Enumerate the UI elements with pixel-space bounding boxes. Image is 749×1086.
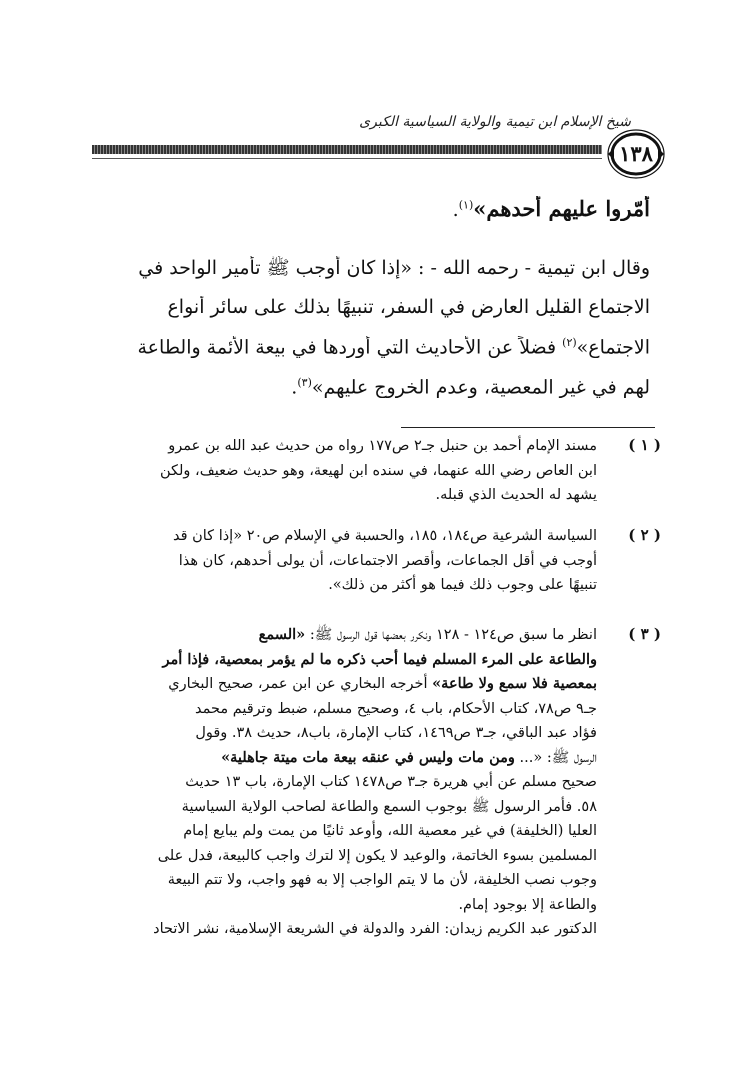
body-line-1-end: .: [452, 199, 459, 221]
footnote-2-number: ( ٢ ): [628, 526, 661, 544]
header-rule-thin: [92, 158, 602, 159]
footnote-3-line: ٥٨. فأمر الرسول ﷺ بوجوب السمع والطاعة لصاحب الولاية السياسية: [181, 798, 597, 815]
header-rule: [92, 145, 602, 154]
footnote-3-line: فؤاد عبد الباقي، جـ٣ ص١٤٦٩، كتاب الإمارة، باب٨، حديث ٣٨. وقول: [195, 725, 597, 741]
footnote-3-line-3a: بمعصية فلا سمع ولا طاعة»: [432, 675, 597, 692]
footnote-3-line-3b: أخرجه البخاري عن ابن عمر، صحيح البخاري: [168, 676, 433, 692]
footnote-3-line-6b: ومن مات وليس في عنقه بيعة مات ميتة جاهلية»: [221, 748, 515, 766]
footnote-3-line-6a: الرسول ﷺ: «...: [514, 749, 597, 766]
footnote-2-line: السياسة الشرعية ص١٨٤، ١٨٥، والحسبة في الإسلام ص٢٠ «إذا كان قد: [172, 528, 597, 544]
body-line-4: [90, 336, 650, 358]
footnote-2: [92, 524, 597, 598]
body-line-5: [90, 376, 650, 398]
footnote-ref-3: (٣): [297, 376, 312, 389]
footnote-3-line: العليا (الخليفة) في غير معصية الله، وأوعد ثانيًا من يمت ولم يبايع إمام: [183, 823, 597, 839]
body-line-5-text: لهم في غير المعصية، وعدم الخروج عليهم»: [311, 376, 650, 399]
body-line-5-end: .: [291, 376, 298, 399]
footnote-3-line: والطاعة على المرء المسلم فيما أحب ذكره ما لم يؤمر بمعصية، فإذا أمر: [162, 650, 597, 668]
body-line-1-text: أمّروا عليهم أحدهم»: [473, 196, 650, 221]
running-header-title: شيخ الإسلام ابن تيمية والولاية السياسية الكبرى: [359, 114, 631, 130]
footnote-1-line: مسند الإمام أحمد بن حنبل جـ٢ ص١٧٧ رواه من حديث عبد الله بن عمرو: [168, 438, 597, 454]
footnote-3: [92, 623, 597, 942]
footnote-3-line-1b: «السمع: [258, 626, 306, 643]
footnote-3-line: [92, 623, 597, 648]
body-line-1: [90, 196, 650, 221]
body-line-2: وقال ابن تيمية - رحمه الله - : «إذا كان أوجب ﷺ تأمير الواحد في: [138, 257, 650, 279]
footnote-1-line: يشهد له الحديث الذي قبله.: [435, 487, 597, 503]
footnote-3-line: الدكتور عبد الكريم زيدان: الفرد والدولة في الشريعة الإسلامية، نشر الاتحاد: [153, 921, 597, 937]
footnote-3-line: جـ٩ ص٧٨، كتاب الأحكام، باب ٤، وصحيح مسلم، ضبط وترقيم محمد: [195, 700, 597, 717]
footnote-2-line: تنبيهًا على وجوب ذلك فيما هو أكثر من ذلك».: [328, 577, 597, 593]
footnote-1-number: ( ١ ): [628, 436, 661, 454]
page-number: ١٣٨: [619, 141, 653, 166]
footnote-1: [92, 434, 597, 508]
footnote-3-line: والطاعة إلا بوجود إمام.: [458, 896, 597, 913]
footnote-3-line: وجوب نصب الخليفة، لأن ما لا يتم الواجب إلا به فهو واجب، ولا تتم البيعة: [167, 872, 597, 888]
footnote-3-number: ( ٣ ): [628, 625, 661, 643]
footnote-separator: [401, 427, 655, 428]
body-line-4-a: الاجتماع»: [576, 336, 650, 359]
footnote-3-line-1a: انظر ما سبق ص١٢٤ - ١٢٨ ونكرر بعضها قول الرسول ﷺ:: [305, 627, 597, 643]
footnote-2-line: أوجب في أقل الجماعات، وأقصر الاجتماعات، أن يولى أحدهم، كان هذا: [178, 552, 597, 569]
body-line-4-b: فضلاً عن الأحاديث التي أوردها في بيعة الأئمة والطاعة: [137, 336, 563, 359]
footnote-3-line: [92, 746, 597, 771]
footnote-3-line: صحيح مسلم عن أبي هريرة جـ٣ ص١٤٧٨ كتاب الإمارة، باب ١٣ حديث: [185, 774, 597, 790]
footnote-ref-1: (١): [458, 198, 474, 212]
body-line-3: الاجتماع القليل العارض في السفر، تنبيهًا بذلك على سائر أنواع: [167, 296, 650, 318]
footnote-3-line: [92, 672, 597, 697]
footnote-3-line: المسلمين بسوء الخاتمة، والوعيد لا يكون إلا لترك واجب كالبيعة، فدل على: [157, 847, 597, 864]
footnote-1-line: ابن العاص رضي الله عنهما، في سنده ابن لهيعة، وهو حديث ضعيف، ولكن: [159, 462, 597, 479]
footnote-ref-2: (٢): [562, 336, 577, 349]
